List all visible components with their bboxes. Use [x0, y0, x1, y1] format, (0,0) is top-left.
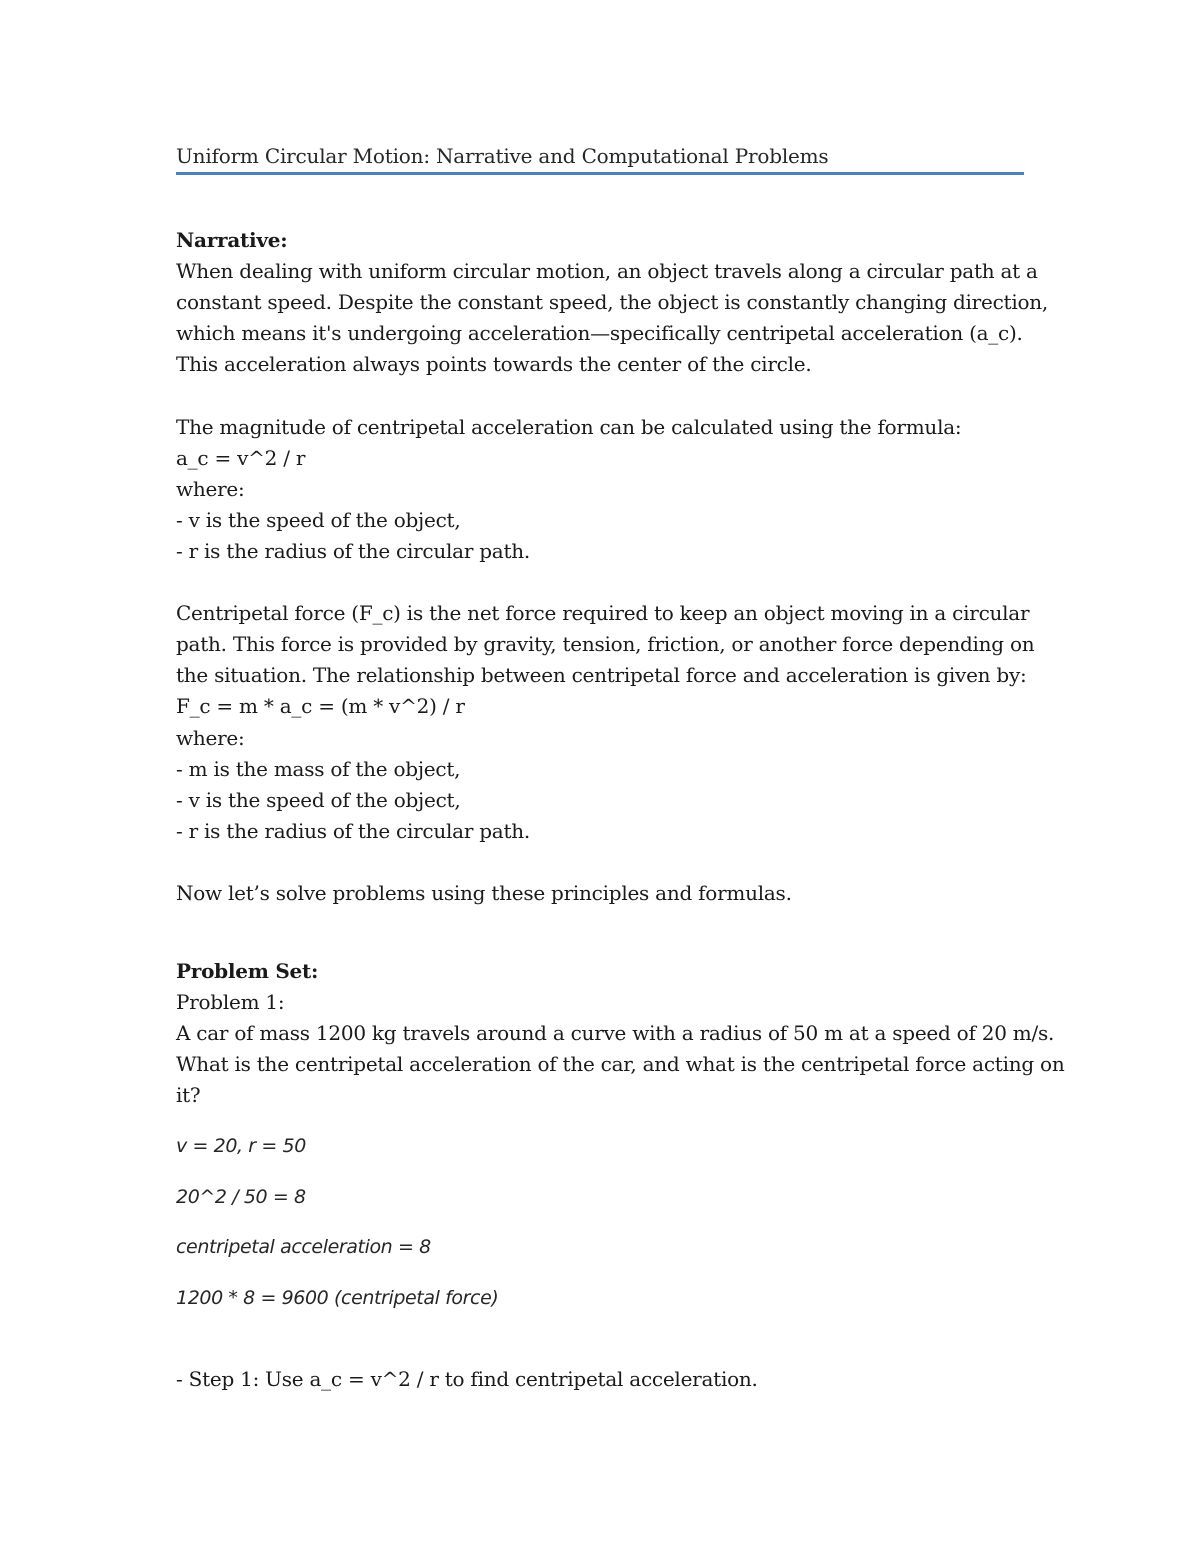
formula-acceleration: a_c = v^2 / r: [176, 445, 306, 470]
spacer: [176, 1263, 1024, 1283]
spacer: [176, 567, 1024, 598]
narrative-heading: Narrative:: [176, 228, 288, 252]
narrative-p3-line: - r is the radius of the circular path.: [176, 818, 530, 843]
narrative-p3-line: where:: [176, 725, 245, 750]
narrative-p2-line: - v is the speed of the object,: [176, 507, 461, 532]
narrative-p1-line: constant speed. Despite the constant speed, the object is constantly changing direction,: [176, 290, 1048, 315]
narrative-p1-line: When dealing with uniform circular motion, an object travels along a circular path at a: [176, 259, 1038, 284]
spacer: [176, 909, 1024, 956]
narrative-p1-line: which means it's undergoing acceleration—specifically centripetal acceleration (a_c).: [176, 321, 1023, 346]
problem-text-line: it?: [176, 1083, 201, 1108]
step-1: - Step 1: Use a_c = v^2 / r to find centripetal acceleration.: [176, 1366, 758, 1391]
title-underline: [176, 172, 1024, 175]
document-body: [176, 225, 1065, 1395]
problem-text-line: A car of mass 1200 kg travels around a curve with a radius of 50 m at a speed of 20 m/s.: [176, 1021, 1055, 1046]
work-line: 1200 * 8 = 9600 (centripetal force): [176, 1286, 499, 1309]
narrative-p2-line: - r is the radius of the circular path.: [176, 538, 530, 563]
narrative-p3-line: Centripetal force (F_c) is the net force required to keep an object moving in a circular: [176, 601, 1030, 626]
narrative-p3-line: path. This force is provided by gravity, tension, friction, or another force depending on: [176, 632, 1035, 657]
narrative-p3-line: - v is the speed of the object,: [176, 787, 461, 812]
problem-label: Problem 1:: [176, 990, 285, 1015]
problem-set-heading: Problem Set:: [176, 959, 319, 984]
spacer: [176, 380, 1024, 411]
spacer: [176, 1213, 1024, 1233]
spacer: [176, 847, 1024, 878]
work-line: 20^2 / 50 = 8: [176, 1185, 306, 1208]
narrative-p2-line: where:: [176, 476, 245, 501]
narrative-p1-line: This acceleration always points towards the center of the circle.: [176, 352, 812, 377]
spacer: [176, 1162, 1024, 1182]
narrative-p2-line: The magnitude of centripetal acceleration can be calculated using the formula:: [176, 414, 962, 439]
work-line: v = 20, r = 50: [176, 1135, 306, 1158]
work-line: centripetal acceleration = 8: [176, 1236, 431, 1259]
document-title: Uniform Circular Motion: Narrative and Computational Problems: [176, 144, 829, 168]
problem-text-line: What is the centripetal acceleration of the car, and what is the centripetal force acting on: [176, 1052, 1065, 1077]
narrative-p3-line: - m is the mass of the object,: [176, 756, 461, 781]
spacer: [176, 1112, 1024, 1132]
narrative-p3-line: the situation. The relationship between centripetal force and acceleration is given by:: [176, 663, 1027, 688]
spacer: [176, 1314, 1024, 1364]
narrative-p4: Now let’s solve problems using these principles and formulas.: [176, 880, 792, 905]
formula-force: F_c = m * a_c = (m * v^2) / r: [176, 694, 465, 719]
